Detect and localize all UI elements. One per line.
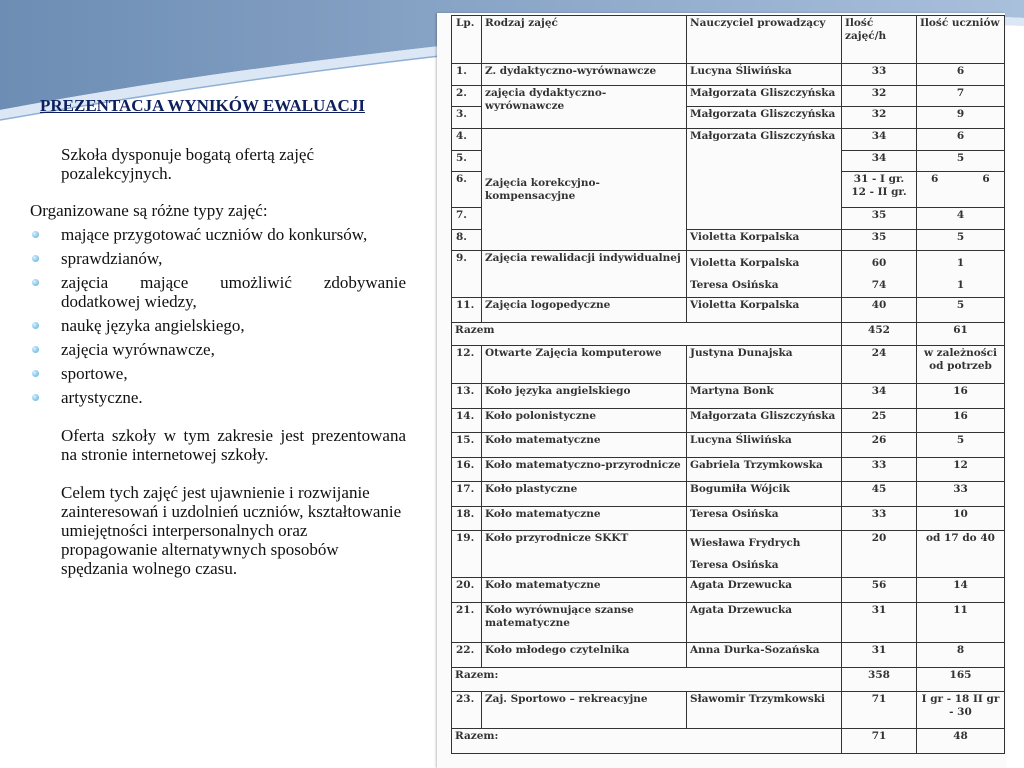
bullet-icon (32, 231, 39, 238)
table-row: 7. 35 4 (452, 208, 1005, 230)
table-row: 23. Zaj. Sportowo – rekreacyjne Sławomir Trzymkowski 71 I gr - 18 II gr - 30 (452, 692, 1005, 729)
intro-paragraph: Szkoła dysponuje bogatą ofertą zajęć pozalekcyjnych. (61, 145, 315, 183)
table-row: 18. Koło matematyczne Teresa Osińska 33 10 (452, 507, 1005, 531)
column-header: Nauczyciel prowadzący (687, 16, 842, 64)
list-item: artystyczne. (30, 388, 406, 407)
table-row: 3. Małgorzata Gliszczyńska 32 9 (452, 107, 1005, 129)
column-header: Ilość uczniów (917, 16, 1005, 64)
column-header: Lp. (452, 16, 482, 64)
table-row: 11. Zajęcia logopedyczne Violetta Korpalska 40 5 (452, 298, 1005, 323)
table-row: 21. Koło wyrównujące szanse matematyczne Agata Drzewucka 31 11 (452, 603, 1005, 643)
table-row: 6. 31 - I gr. 12 - II gr. 6 6 (452, 172, 1005, 208)
table-row: 5. 34 5 (452, 151, 1005, 172)
table-sum-row: Razem: 71 48 (452, 729, 1005, 754)
table-row: 12. Otwarte Zajęcia komputerowe Justyna Dunajska 24 w zależności od potrzeb (452, 346, 1005, 384)
column-header: Rodzaj zajęć (482, 16, 687, 64)
column-header: Ilość zajęć/h (842, 16, 917, 64)
table-header-row (452, 16, 1005, 64)
activities-table (451, 15, 1005, 754)
table-row: 4. Zajęcia korekcyjno-kompensacyjne Małgorzata Gliszczyńska 34 6 (452, 129, 1005, 151)
scanned-table-image (437, 13, 1005, 768)
table-row: 15. Koło matematyczne Lucyna Śliwińska 26 5 (452, 433, 1005, 458)
list-item: zajęcia mające umożliwić zdobywanie dodatkowej wiedzy, (30, 273, 406, 311)
bullet-icon (32, 370, 39, 377)
bullet-icon (32, 255, 39, 262)
table-sum-row: Razem 452 61 (452, 323, 1005, 346)
bullet-icon (32, 394, 39, 401)
table-row: 1. Z. dydaktyczno-wyrównawcze Lucyna Śliwińska 33 6 (452, 64, 1005, 86)
list-item: zajęcia wyrównawcze, (30, 340, 406, 359)
offer-paragraph: Oferta szkoły w tym zakresie jest prezentowana na stronie internetowej szkoły. (61, 426, 406, 464)
table-row: 2. zajęcia dydaktyczno-wyrównawcze Małgorzata Gliszczyńska 32 7 (452, 86, 1005, 107)
table-row: 16. Koło matematyczno-przyrodnicze Gabriela Trzymkowska 33 12 (452, 458, 1005, 482)
table-row: 9. Zajęcia rewalidacji indywidualnej Violetta Korpalska Teresa Osińska 60 74 1 1 (452, 251, 1005, 298)
list-item: mające przygotować uczniów do konkursów, (30, 225, 406, 244)
goal-paragraph: Celem tych zajęć jest ujawnienie i rozwijanie zainteresowań i uzdolnień uczniów, kształtowanie umiejętności interpersonalnych oraz propagowanie alternatywnych sposobów spędzania wolnego czasu. (61, 483, 402, 578)
types-heading: Organizowane są różne typy zajęć: (30, 201, 268, 220)
bullet-icon (32, 346, 39, 353)
table-row: 17. Koło plastyczne Bogumiła Wójcik 45 33 (452, 482, 1005, 507)
table-row: 22. Koło młodego czytelnika Anna Durka-Sozańska 31 8 (452, 643, 1005, 668)
list-item: sprawdzianów, (30, 249, 406, 268)
table-row: 13. Koło języka angielskiego Martyna Bonk 34 16 (452, 384, 1005, 409)
list-item: sportowe, (30, 364, 406, 383)
table-sum-row: Razem: 358 165 (452, 668, 1005, 692)
list-item: naukę języka angielskiego, (30, 316, 406, 335)
bullet-icon (32, 279, 39, 286)
table-row: 19. Koło przyrodnicze SKKT Wiesława Frydrych Teresa Osińska 20 od 17 do 40 (452, 531, 1005, 578)
slide-text-panel (30, 96, 406, 578)
bullet-icon (32, 322, 39, 329)
activity-types-list (30, 225, 406, 407)
table-row: 20. Koło matematyczne Agata Drzewucka 56 14 (452, 578, 1005, 603)
table-row: 14. Koło polonistyczne Małgorzata Gliszczyńska 25 16 (452, 409, 1005, 433)
table-row: 8. Violetta Korpalska 35 5 (452, 230, 1005, 251)
slide-title: PREZENTACJA WYNIKÓW EWALUACJI (40, 96, 365, 115)
